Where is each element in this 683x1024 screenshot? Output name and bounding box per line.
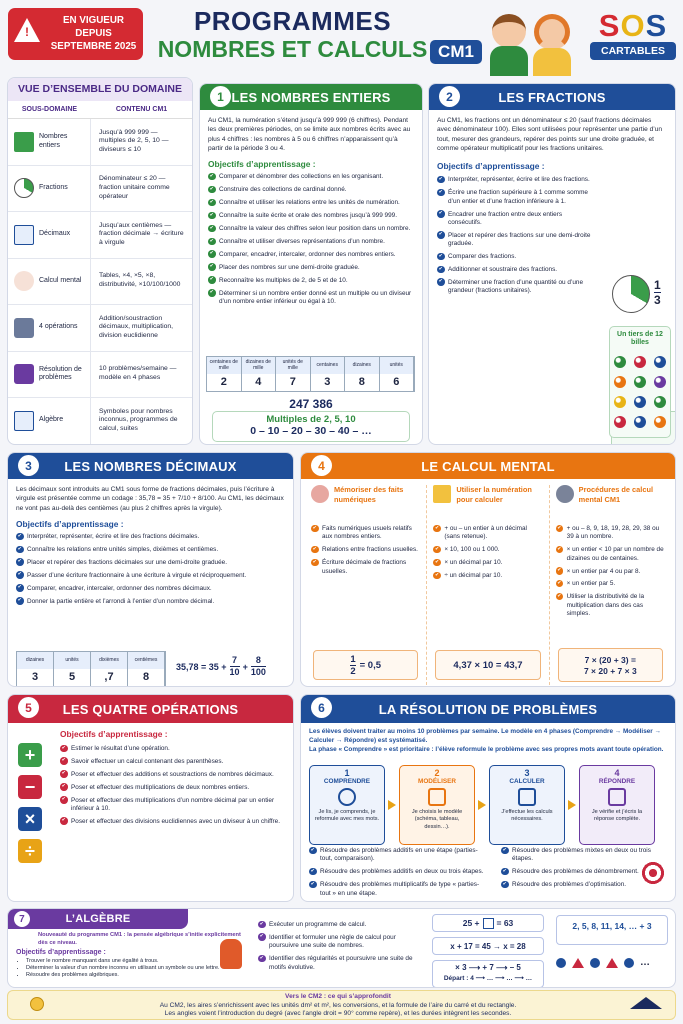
mental-calc-item: ✔ Relations entre fractions usuelles.	[311, 546, 420, 554]
sos-cartables-logo: SOS CARTABLES	[590, 8, 676, 68]
pie-third-icon	[612, 275, 650, 313]
decimal-icon	[14, 225, 34, 245]
place-value-column: dizaines 8	[345, 357, 380, 391]
section-calcul-mental: 4 LE CALCUL MENTAL Mémoriser des faits numériques ✔ Faits numériques usuels relatifs aux nombres entiers. ✔ Relations entre fractions usuelles. ✔ Écriture décimale de fractions usuelles. $\frac{1}{2}$ = 0,5 Utiliser la numération pour calculer ✔ + ou – un entier à un décimal (sans retenue). ✔ × 10, 100 ou 1 000. ✔ × un décimal par 10. ✔ ÷ un décimal par 10. 4,37 × 10 = 43,7 Procédures de calcul mental CM1 ✔ + ou – 8, 9, 18, 19, 28, 29, 38 ou 39 à un nombre. ✔ × un entier < 10 par un nombre de dizaines ou de centaines. ✔ × un entier par 4 ou par 8. ✔ × un entier par 5. ✔ Utiliser la distributivité de la multiplication dans des cas simples. 7 × (20 + 3) = 7 × 20 + 7 × 3	[300, 452, 676, 687]
brain-icon	[311, 485, 329, 503]
mental-calc-item: ✔ × un entier par 5.	[556, 580, 665, 588]
place-value-column: unités de mille 7	[276, 357, 311, 391]
calculator-icon	[518, 788, 536, 806]
marble-icon	[634, 376, 646, 388]
mental-calc-item: ✔ × un entier < 10 par un nombre de dizaines ou de centaines.	[556, 546, 665, 563]
objective-item: ✔ Résoudre des problèmes d’optimisation.	[501, 881, 661, 889]
marble-icon	[654, 396, 666, 408]
objective-item: ✔ Identifier des régularités et poursuivre une suite de motifs évolutive.	[258, 955, 423, 972]
objective-item: ✔ Encadrer une fraction entre deux entiers consécutifs.	[437, 211, 596, 228]
mental-calc-item: ✔ ÷ un décimal par 10.	[433, 572, 542, 580]
graduation-cap-icon	[630, 997, 662, 1009]
children-illustration	[488, 8, 578, 76]
level-badge: CM1	[430, 40, 482, 64]
equation-missing: 25 + = 63	[432, 914, 544, 932]
pie-icon	[14, 178, 34, 198]
objective-item: ✔ Comparer, encadrer, intercaler, ordonner des nombres entiers.	[208, 251, 414, 259]
mental-calc-item: ✔ Utiliser la distributivité de la multiplication dans des cas simples.	[556, 593, 665, 618]
objective-item: ✔ Interpréter, représenter, écrire et lire des fractions décimales.	[16, 533, 285, 541]
blocks-icon	[14, 132, 34, 152]
section-resolution-problemes: 6 LA RÉSOLUTION DE PROBLÈMES Les élèves doivent traiter au moins 10 problèmes par semaine. Le modèle en 4 phases (Comprendre → Modéliser → Calculer → Répondre) est systématisé. La phase « Comprendre » est prioritaire : l’élève reformule le problème avec ses propres mots avant toute opération. 1 COMPRENDRE Je lis, je comprends, je reformule avec mes mots. 2 MODÉLISER Je choisis le modèle (schéma, tableau, dessin…). 3 CALCULER J’effectue les calculs nécessaires. 4 RÉPONDRE Je vérifie et j’écris la réponse complète. ✔ Résoudre des problèmes additifs en une étape (parties-tout, comparaison). ✔ Résoudre des problèmes additifs en deux ou trois étapes. ✔ Résoudre des problèmes multiplicatifs de type « parties-tout » en une étape. ✔ Résoudre des problèmes mixtes en deux ou trois étapes. ✔ Résoudre des problèmes de dénombrement. ✔ Résoudre des problèmes d’optimisation.	[300, 694, 676, 902]
place-value-column: centaines 3	[311, 357, 346, 391]
section-nombres-entiers: 1 LES NOMBRES ENTIERS Au CM1, la numération s’étend jusqu’à 999 999 (6 chiffres). Pendant les deux premières périodes, on se limite aux nombres écrits avec au plus 4 chiffres : les nombres à 5 ou 6 chiffres n’apparaissent qu’à partir de la période 3 ou 4. Objectifs d’apprentissage : ✔ Comparer et dénombrer des collections en les organisant. ✔ Construire des collections de cardinal donné. ✔ Connaître et utiliser les relations entre les unités de numération. ✔ Connaître la suite écrite et orale des nombres jusqu’à 999 999. ✔ Connaître la valeur des chiffres selon leur position dans un nombre. ✔ Connaître et utiliser diverses représentations d’un nombre. ✔ Comparer, encadrer, intercaler, ordonner des nombres entiers. ✔ Placer des nombres sur une demi-droite graduée. ✔ Reconnaître les multiples de 2, de 5 et de 10. ✔ Déterminer si un nombre entier donné est un multiple ou un diviseur d’un nombre entier inférieur ou égal à 10. centaines de mille 2 dizaines de mille 4 unités de mille 7 centaines 3 dizaines 8 unités 6 247 386 Multiples de 2, 5, 10 0 – 10 – 20 – 30 – 40 – …	[199, 83, 423, 445]
objective-item: ✔ Placer des nombres sur une demi-droite graduée.	[208, 264, 414, 272]
footer-cm2: Vers le CM2 : ce qui s’approfondit Au CM2, les aires s’enrichissent avec les unités dm² et m², les conversions, et la formule de l’aire du carré et du rectangle. Les angles voient l’introduction du degré (avec l’angle droit = 90° comme repère), et les durées intègrent les secondes.	[7, 990, 676, 1020]
mental-calc-item: ✔ + ou – un entier à un décimal (sans retenue).	[433, 525, 542, 542]
objective-item: ✔ Connaître et utiliser les relations entre les unités de numération.	[208, 199, 414, 207]
marble-icon	[634, 396, 646, 408]
mental-calc-column: Utiliser la numération pour calculer ✔ + ou – un entier à un décimal (sans retenue). ✔ × 10, 100 ou 1 000. ✔ × un décimal par 10. ✔ ÷ un décimal par 10. 4,37 × 10 = 43,7	[427, 485, 549, 685]
marble-icon	[654, 416, 666, 428]
marble-icon	[654, 376, 666, 388]
arrow-right-icon	[388, 800, 396, 810]
x-icon	[14, 411, 34, 431]
objective-item: ✔ Résoudre des problèmes additifs en deux ou trois étapes.	[309, 868, 489, 876]
decimal-formula: 35,78 = 35 + $\frac{7}{10}$ + $\frac{8}{100}$	[176, 655, 266, 677]
mental-calc-item: ✔ × 10, 100 ou 1 000.	[433, 546, 542, 554]
objective-item: ✔ Comparer, encadrer, intercaler, ordonner des nombres décimaux.	[16, 585, 285, 593]
example-box: 7 × (20 + 3) = 7 × 20 + 7 × 3	[558, 648, 663, 682]
objective-item: ✔ Passer d’une écriture fractionnaire à une écriture à virgule et réciproquement.	[16, 572, 285, 580]
magnifier-icon	[338, 788, 356, 806]
objective-item: ✔ Poser et effectuer des multiplications de deux nombres entiers.	[60, 784, 285, 792]
objective-item: ✔ Construire des collections de cardinal donné.	[208, 186, 414, 194]
overview-row: Nombres entiers Jusqu’à 999 999 — multiples de 2, 5, 10 — diviseurs ≤ 10	[8, 119, 192, 166]
objective-item: ✔ Résoudre des problèmes de dénombrement.	[501, 868, 661, 876]
phase-card: 1 COMPRENDRE Je lis, je comprends, je reformule avec mes mots.	[309, 765, 385, 845]
objective-item: ✔ Placer et repérer des fractions sur une demi-droite graduée.	[437, 232, 596, 249]
objective-item: ✔ Résoudre des problèmes additifs en une étape (parties-tout, comparaison).	[309, 847, 489, 864]
objective-item: ✔ Déterminer si un nombre entier donné est un multiple ou un diviseur d’un nombre entier inférieur ou égal à 10.	[208, 290, 414, 307]
mental-calc-item: ✔ × un entier par 4 ou par 8.	[556, 568, 665, 576]
overview-row: Décimaux Jusqu’aux centièmes — fraction décimale → écriture à virgule	[8, 212, 192, 259]
number-sequence: 2, 5, 8, 11, 14, … + 3	[556, 915, 668, 945]
overview-row: Algèbre Symboles pour nombres inconnus, programmes de calcul, suites	[8, 398, 192, 445]
calculator-icon	[14, 318, 34, 338]
section-quatre-operations: 5 LES QUATRE OPÉRATIONS Objectifs d’apprentissage : + − × ÷ ✔ Estimer le résultat d’une opération. ✔ Savoir effectuer un calcul contenant des parenthèses. ✔ Poser et effectuer des additions et soustractions de nombres décimaux. ✔ Poser et effectuer des multiplications de deux nombres entiers. ✔ Poser et effectuer des multiplications d’un nombre décimal par un entier inférieur à 10. ✔ Poser et effectuer des divisions euclidiennes avec un diviseur à un chiffre.	[7, 694, 294, 902]
place-value-column: unités 5	[54, 652, 91, 686]
minus-icon: −	[18, 775, 42, 799]
objective-item: ✔ Connaître les relations entre unités simples, dixièmes et centièmes.	[16, 546, 285, 554]
marble-icon	[634, 356, 646, 368]
overview-panel: VUE D’ENSEMBLE DU DOMAINE SOUS-DOMAINE CONTENU CM1 Nombres entiers Jusqu’à 999 999 — multiples de 2, 5, 10 — diviseurs ≤ 10 Fractions Dénominateur ≤ 20 — fraction unitaire comme opérateur Décimaux Jusqu’aux centièmes — fraction décimale → écriture à virgule Calcul mental Tables, ×4, ×5, ×8, distributivité, ×10/100/1000 4 opérations Addition/soustraction décimaux, multiplication, division euclidienne Résolution de problèmes 10 problèmes/semaine — modèle en 4 phases Algèbre Symboles pour nombres inconnus, programmes de calcul, suites	[7, 77, 193, 445]
objective-item: ✔ Poser et effectuer des divisions euclidiennes avec un diviseur à un chiffre.	[60, 818, 285, 826]
arrow-right-icon	[478, 800, 486, 810]
objective-item: ✔ Estimer le résultat d’une opération.	[60, 745, 285, 753]
phase-card: 4 RÉPONDRE Je vérifie et j’écris la réponse complète.	[579, 765, 655, 845]
objective-item: ✔ Connaître et utiliser diverses représentations d’un nombre.	[208, 238, 414, 246]
mental-calc-item: ✔ + ou – 8, 9, 18, 19, 28, 29, 38 ou 39 à un nombre.	[556, 525, 665, 542]
objective-item: • Trouver le nombre manquant dans une égalité à trous.	[26, 958, 243, 965]
place-value-column: unités 6	[380, 357, 415, 391]
objective-item: ✔ Reconnaître les multiples de 2, de 5 et de 10.	[208, 277, 414, 285]
overview-row: Résolution de problèmes 10 problèmes/semaine — modèle en 4 phases	[8, 352, 192, 399]
pencil-icon	[608, 788, 626, 806]
arrow-right-icon	[568, 800, 576, 810]
puzzle-icon	[14, 364, 34, 384]
example-box: $\frac{1}{2}$ = 0,5	[313, 650, 418, 680]
marble-icon	[654, 356, 666, 368]
equation-solution: x + 17 = 45 → x = 28	[432, 937, 544, 955]
example-box: 4,37 × 10 = 43,7	[435, 650, 540, 680]
overview-row: 4 opérations Addition/soustraction décimaux, multiplication, division euclidienne	[8, 305, 192, 352]
overview-row: Calcul mental Tables, ×4, ×5, ×8, distributivité, ×10/100/1000	[8, 259, 192, 306]
divide-icon: ÷	[18, 839, 42, 863]
brain-icon	[14, 271, 34, 291]
gear-icon	[556, 485, 574, 503]
pattern-sequence: …	[556, 957, 668, 968]
objective-item: ✔ Poser et effectuer des multiplications d’un nombre décimal par un entier inférieur à 10.	[60, 797, 285, 814]
marble-icon	[614, 396, 626, 408]
lightning-icon	[433, 485, 451, 503]
overview-title: VUE D’ENSEMBLE DU DOMAINE	[8, 78, 192, 101]
in-force-badge: ! EN VIGUEUR DEPUIS SEPTEMBRE 2025	[8, 8, 143, 60]
objective-item: ✔ Connaître la suite écrite et orale des nombres jusqu’à 999 999.	[208, 212, 414, 220]
objective-item: ✔ Poser et effectuer des additions et soustractions de nombres décimaux.	[60, 771, 285, 779]
page-title: PROGRAMMES NOMBRES ET CALCULS	[157, 6, 428, 62]
mental-calc-column: Procédures de calcul mental CM1 ✔ + ou – 8, 9, 18, 19, 28, 29, 38 ou 39 à un nombre. ✔ × un entier < 10 par un nombre de dizaines ou de centaines. ✔ × un entier par 4 ou par 8. ✔ × un entier par 5. ✔ Utiliser la distributivité de la multiplication dans des cas simples. 7 × (20 + 3) = 7 × 20 + 7 × 3	[550, 485, 671, 685]
objective-item: ✔ Connaître la valeur des chiffres selon leur position dans un nombre.	[208, 225, 414, 233]
objective-item: ✔ Résoudre des problèmes multiplicatifs de type « parties-tout » en une étape.	[309, 881, 489, 898]
backpack-icon	[220, 939, 242, 969]
objective-item: ✔ Donner la partie entière et l’arrondi à l’entier d’un nombre décimal.	[16, 598, 285, 606]
objective-item: • Déterminer la valeur d’un nombre inconnu en utilisant un symbole ou une lettre.	[26, 965, 243, 972]
place-value-column: dizaines 3	[17, 652, 54, 686]
section-algebre: 7 L’ALGÈBRE Nouveauté du programme CM1 : la pensée algébrique s’initie explicitement dès ce niveau. Objectifs d’apprentissage : • Trouver le nombre manquant dans une égalité à trous. • Déterminer la valeur d’un nombre inconnu en utilisant un symbole ou une lettre. • Résoudre des problèmes algébriques. ✔ Exécuter un programme de calcul. ✔ Identifier et formuler une règle de calcul pour poursuivre une suite de nombres. ✔ Identifier des régularités et poursuivre une suite de motifs évolutive. 25 + = 63 x + 17 = 45 → x = 28 × 3 ⟶ + 7 ⟶ – 5 Départ : 4 ⟶ … ⟶ … ⟶ … 2, 5, 8, 11, 14, … + 3 …	[7, 908, 676, 988]
mental-calc-column: Mémoriser des faits numériques ✔ Faits numériques usuels relatifs aux nombres entiers. ✔ Relations entre fractions usuelles. ✔ Écriture décimale de fractions usuelles. $\frac{1}{2}$ = 0,5	[305, 485, 427, 685]
objective-item: ✔ Comparer des fractions.	[437, 253, 596, 261]
fraction-one-third: 1 3	[654, 278, 661, 307]
marble-icon	[614, 356, 626, 368]
plus-icon: +	[18, 743, 42, 767]
place-value-column: dizaines de mille 4	[242, 357, 277, 391]
lightbulb-icon	[30, 997, 44, 1011]
objective-item: ✔ Déterminer une fraction d’une quantité ou d’une grandeur (fractions unitaires).	[437, 279, 596, 296]
objective-item: ✔ Résoudre des problèmes mixtes en deux ou trois étapes.	[501, 847, 661, 864]
objective-item: ✔ Exécuter un programme de calcul.	[258, 921, 423, 929]
objective-item: ✔ Identifier et formuler une règle de calcul pour poursuivre une suite de nombres.	[258, 934, 423, 951]
objective-item: ✔ Écrire une fraction supérieure à 1 comme somme d’un entier et d’une fraction inférieure à 1.	[437, 189, 596, 206]
section-title: LES NOMBRES ENTIERS	[231, 89, 391, 105]
objective-item: ✔ Additionner et soustraire des fractions.	[437, 266, 596, 274]
overview-row: Fractions Dénominateur ≤ 20 — fraction unitaire comme opérateur	[8, 166, 192, 213]
objective-item: ✔ Savoir effectuer un calcul contenant des parenthèses.	[60, 758, 285, 766]
number-example: 247 386	[289, 397, 333, 411]
phase-card: 2 MODÉLISER Je choisis le modèle (schéma, tableau, dessin…).	[399, 765, 475, 845]
objective-item: ✔ Comparer et dénombrer des collections en les organisant.	[208, 173, 414, 181]
target-icon	[639, 859, 667, 887]
phase-card: 3 CALCULER J’effectue les calculs nécessaires.	[489, 765, 565, 845]
objective-item: ✔ Placer et repérer des fractions décimales sur une demi-droite graduée.	[16, 559, 285, 567]
objective-item: • Résoudre des problèmes algébriques.	[26, 972, 243, 979]
place-value-column: dixièmes ,7	[91, 652, 128, 686]
times-icon: ×	[18, 807, 42, 831]
section-nombres-decimaux: 3 LES NOMBRES DÉCIMAUX Les décimaux sont introduits au CM1 sous forme de fractions décimales, puis l’écriture à virgule est présentée comme un codage : 35,78 = 35 + 7/10 + 8/100. Au CM1, les décimaux ne vont pas au-delà des centièmes (au plus 2 chiffres après la virgule). Objectifs d’apprentissage : ✔ Interpréter, représenter, écrire et lire des fractions décimales. ✔ Connaître les relations entre unités simples, dixièmes et centièmes. ✔ Placer et repérer des fractions décimales sur une demi-droite graduée. ✔ Passer d’une écriture fractionnaire à une écriture à virgule et réciproquement. ✔ Comparer, encadrer, intercaler, ordonner des nombres décimaux. ✔ Donner la partie entière et l’arrondi à l’entier d’un nombre décimal. dizaines 3 unités 5 dixièmes ,7 centièmes 8 35,78 = 35 + $\frac{7}{10}$ + $\frac{8}{100}$	[7, 452, 294, 687]
mental-calc-item: ✔ × un décimal par 10.	[433, 559, 542, 567]
place-value-column: centaines de mille 2	[207, 357, 242, 391]
marble-icon	[614, 376, 626, 388]
mental-calc-item: ✔ Faits numériques usuels relatifs aux nombres entiers.	[311, 525, 420, 542]
section-fractions: 2 LES FRACTIONS Au CM1, les fractions ont un dénominateur ≤ 20 (sauf fractions décimales avec dénominateur 100). Elles sont utilisées pour représenter une partie d’un tout, mesurer des grandeurs, repérer des points sur une droite graduée, et comme opérateur multiplicatif pour les fractions unitaires. Objectifs d’apprentissage : ✔ Interpréter, représenter, écrire et lire des fractions. ✔ Écrire une fraction supérieure à 1 comme somme d’un entier et d’une fraction inférieure à 1. ✔ Encadrer une fraction entre deux entiers consécutifs. ✔ Placer et repérer des fractions sur une demi-droite graduée. ✔ Comparer des fractions. ✔ Additionner et soustraire des fractions. ✔ Déterminer une fraction d’une quantité ou d’une grandeur (fractions unitaires). 1 3 Un tiers de 12 billes	[428, 83, 676, 445]
marble-icon	[614, 416, 626, 428]
objective-item: ✔ Interpréter, représenter, écrire et lire des fractions.	[437, 176, 596, 184]
calc-program: × 3 ⟶ + 7 ⟶ – 5 Départ : 4 ⟶ … ⟶ … ⟶ …	[432, 960, 544, 988]
place-value-column: centièmes 8	[128, 652, 165, 686]
marble-icon	[634, 416, 646, 428]
cubes-icon	[428, 788, 446, 806]
mental-calc-item: ✔ Écriture décimale de fractions usuelles.	[311, 559, 420, 576]
